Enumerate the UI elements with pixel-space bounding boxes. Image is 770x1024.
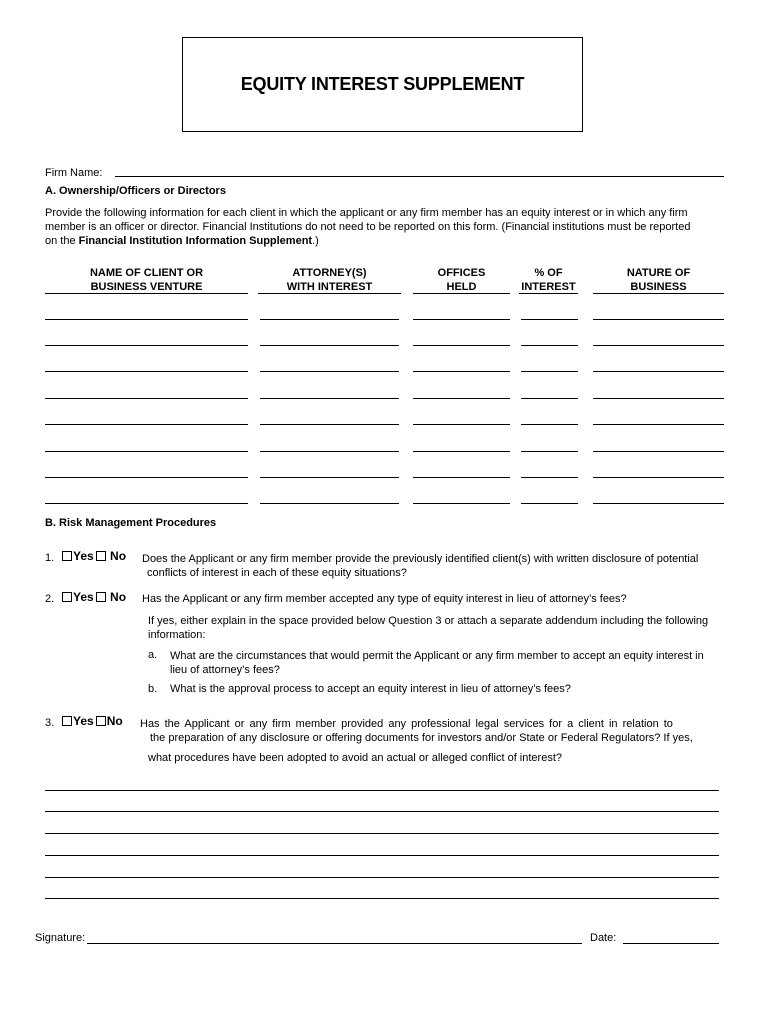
table-entry-field[interactable] xyxy=(45,345,248,346)
q1-number: 1. xyxy=(45,552,55,564)
col-header-underline xyxy=(258,293,401,294)
table-entry-field[interactable] xyxy=(593,371,724,372)
table-entry-field[interactable] xyxy=(45,424,248,425)
col-header-offices: OFFICES HELD xyxy=(437,267,486,293)
table-entry-field[interactable] xyxy=(260,371,399,372)
q3-text: Has the Applicant or any firm member provided any professional legal services for a client in relation to the preparation of any disclosure or offering documents for investors and/or State or Federal Regulators? If yes, xyxy=(140,718,693,744)
q2a-label: a. xyxy=(148,649,158,661)
q2-ifyes-text: If yes, either explain in the space provided below Question 3 or attach a separate addendum including the following information: xyxy=(148,615,709,641)
firm-name-field[interactable] xyxy=(115,176,724,177)
instructions-line: on the Financial Institution Information Supplement.) xyxy=(45,235,319,247)
date-label: Date: xyxy=(590,932,617,944)
table-entry-field[interactable] xyxy=(45,319,248,320)
table-entry-field[interactable] xyxy=(413,398,510,399)
fiis-reference: Financial Institution Information Supplement xyxy=(78,235,313,247)
table-entry-field[interactable] xyxy=(413,319,510,320)
table-entry-field[interactable] xyxy=(521,424,578,425)
table-entry-field[interactable] xyxy=(413,424,510,425)
answer-line[interactable] xyxy=(45,855,719,856)
q2-yes-checkbox[interactable] xyxy=(62,592,72,602)
table-entry-field[interactable] xyxy=(521,451,578,452)
table-entry-field[interactable] xyxy=(593,319,724,320)
table-entry-field[interactable] xyxy=(260,319,399,320)
table-entry-field[interactable] xyxy=(593,398,724,399)
section-a-heading: A. Ownership/Officers or Directors xyxy=(45,185,226,197)
col-header-underline xyxy=(593,293,724,294)
table-entry-field[interactable] xyxy=(521,319,578,320)
table-entry-field[interactable] xyxy=(593,451,724,452)
q1-yes-checkbox[interactable] xyxy=(62,551,72,561)
table-entry-field[interactable] xyxy=(260,451,399,452)
signature-field[interactable] xyxy=(87,943,582,944)
col-header-attorneys: ATTORNEY(S) WITH INTEREST xyxy=(286,267,373,293)
q2-text: Has the Applicant or any firm member accepted any type of equity interest in lieu of attorney’s fees? xyxy=(142,593,627,605)
table-entry-field[interactable] xyxy=(260,503,399,504)
q2b-text: What is the approval process to accept an equity interest in lieu of attorney’s fees? xyxy=(170,683,571,695)
page-title: EQUITY INTEREST SUPPLEMENT xyxy=(240,74,525,94)
section-a-instructions xyxy=(45,206,735,248)
col-header-underline xyxy=(413,293,510,294)
instructions-line: Provide the following information for each client in which the applicant or any firm member has an equity interest or in which any firm xyxy=(45,207,688,219)
table-entry-field[interactable] xyxy=(521,371,578,372)
col-header-underline xyxy=(45,293,248,294)
table-entry-field[interactable] xyxy=(413,477,510,478)
answer-line[interactable] xyxy=(45,898,719,899)
q3-options: Yes No xyxy=(62,714,123,728)
table-entry-field[interactable] xyxy=(413,345,510,346)
q3-yes-checkbox[interactable] xyxy=(62,716,72,726)
instructions-line: member is an officer or director. Financial Institutions do not need to be reported on this form. (Financial institutions must be reported xyxy=(45,221,691,233)
table-entry-field[interactable] xyxy=(260,345,399,346)
table-entry-field[interactable] xyxy=(45,398,248,399)
table-entry-field[interactable] xyxy=(413,371,510,372)
table-entry-field[interactable] xyxy=(593,424,724,425)
q1-text: Does the Applicant or any firm member provide the previously identified client(s) with written disclosure of potential conflicts of interest in each of these equity situations? xyxy=(142,553,699,579)
q3-text-cont: what procedures have been adopted to avoid an actual or alleged conflict of interest? xyxy=(148,752,562,764)
table-entry-field[interactable] xyxy=(413,451,510,452)
table-entry-field[interactable] xyxy=(45,477,248,478)
answer-line[interactable] xyxy=(45,833,719,834)
table-entry-field[interactable] xyxy=(521,477,578,478)
q3-no-checkbox[interactable] xyxy=(96,716,106,726)
table-entry-field[interactable] xyxy=(521,398,578,399)
signature-label: Signature: xyxy=(35,932,86,944)
section-b-heading: B. Risk Management Procedures xyxy=(45,517,217,529)
table-entry-field[interactable] xyxy=(593,503,724,504)
col-header-client: NAME OF CLIENT OR BUSINESS VENTURE xyxy=(89,267,204,293)
q2b-label: b. xyxy=(148,683,158,695)
table-entry-field[interactable] xyxy=(593,345,724,346)
table-entry-field[interactable] xyxy=(45,451,248,452)
firm-name-label: Firm Name: xyxy=(45,167,103,179)
col-header-nature: NATURE OF BUSINESS xyxy=(626,267,691,293)
q1-options: Yes No xyxy=(62,549,126,563)
q1-no-checkbox[interactable] xyxy=(96,551,106,561)
col-header-percent: % OF INTEREST xyxy=(521,267,576,293)
table-entry-field[interactable] xyxy=(521,345,578,346)
answer-line[interactable] xyxy=(45,811,719,812)
date-field[interactable] xyxy=(623,943,719,944)
table-entry-field[interactable] xyxy=(521,503,578,504)
q2-number: 2. xyxy=(45,593,55,605)
q2-options: Yes No xyxy=(62,590,126,604)
table-entry-field[interactable] xyxy=(260,398,399,399)
table-entry-field[interactable] xyxy=(260,477,399,478)
table-entry-field[interactable] xyxy=(593,477,724,478)
table-entry-field[interactable] xyxy=(413,503,510,504)
table-entry-field[interactable] xyxy=(260,424,399,425)
col-header-underline xyxy=(519,293,578,294)
answer-line[interactable] xyxy=(45,790,719,791)
q3-number: 3. xyxy=(45,717,55,729)
q2-no-checkbox[interactable] xyxy=(96,592,106,602)
table-entry-field[interactable] xyxy=(45,371,248,372)
answer-line[interactable] xyxy=(45,877,719,878)
table-entry-field[interactable] xyxy=(45,503,248,504)
q2a-text: What are the circumstances that would permit the Applicant or any firm member to accept an equity interest in lieu of attorney’s fees? xyxy=(170,650,704,676)
